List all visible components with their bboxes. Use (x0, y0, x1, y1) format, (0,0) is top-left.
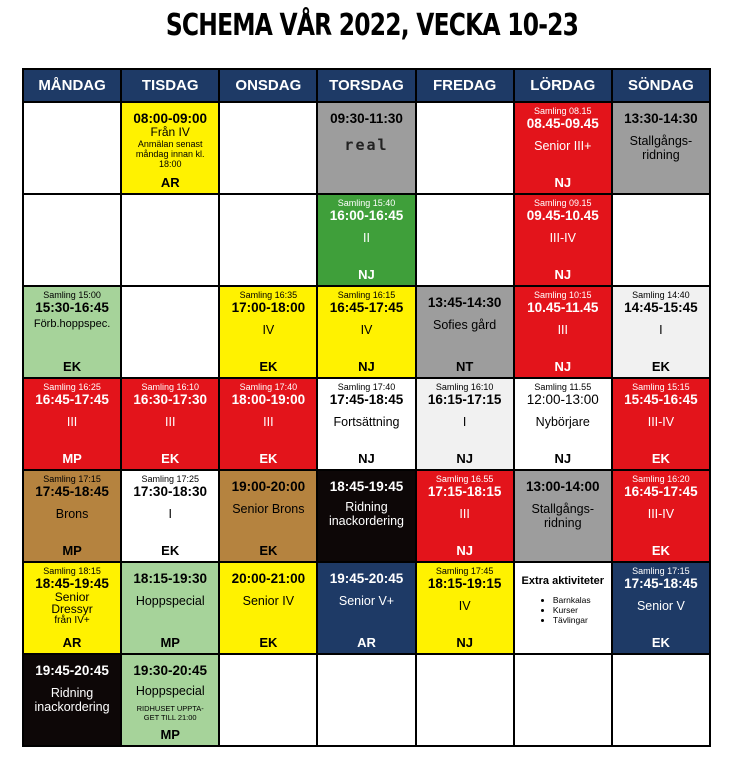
gathering-time: Samling 17:45 (435, 566, 494, 576)
lesson-time: 18:00-19:00 (231, 392, 306, 407)
empty-slot (416, 654, 514, 746)
lesson-desc: III (66, 415, 78, 429)
lesson-slot (23, 286, 121, 378)
lesson-desc: IV (360, 323, 373, 337)
lesson-slot (612, 562, 710, 654)
lesson-slot (416, 378, 514, 470)
lesson-desc: I (659, 323, 663, 337)
lesson-slot (219, 562, 317, 654)
gathering-time: Samling 16:10 (435, 382, 494, 392)
lesson-slot (416, 562, 514, 654)
gathering-time: Samling 17:15 (43, 474, 101, 484)
lesson-slot (317, 562, 415, 654)
lesson-desc: Sofies gård (433, 318, 497, 332)
lesson-time: 18:45-19:45 (329, 479, 404, 494)
lesson-desc: Ridning inackordering (34, 686, 110, 714)
lesson-desc: III-IV (549, 231, 576, 245)
lesson-time: 18:15-19:15 (427, 576, 502, 591)
lesson-slot (514, 194, 612, 286)
page-title: SCHEMA VÅR 2022, VECKA 10-23 (165, 8, 579, 43)
lesson-time: 16:30-17:30 (133, 392, 207, 407)
empty-slot (416, 194, 514, 286)
schedule-row (23, 470, 710, 562)
lesson-slot (416, 470, 514, 562)
gathering-time: Samling 09.15 (534, 198, 592, 208)
lesson-desc: Från IV (150, 125, 190, 139)
instructor: NJ (554, 451, 572, 466)
gathering-time: Samling 17:15 (632, 566, 690, 576)
lesson-desc: III-IV (647, 415, 675, 429)
empty-slot (219, 102, 317, 194)
instructor: MP (62, 451, 82, 466)
instructor: MP (160, 635, 180, 650)
lesson-desc: Brons (55, 507, 89, 521)
lesson-note: RIDHUSET UPPTA- GET TILL 21:00 (136, 704, 204, 722)
lesson-time: 08:00-09:00 (133, 111, 207, 126)
lesson-time: 14:45-15:45 (624, 300, 698, 315)
lesson-time: 15:45-16:45 (624, 392, 698, 407)
lesson-time: 18:45-19:45 (35, 576, 109, 591)
lesson-slot (514, 102, 612, 194)
lesson-desc: Senior III+ (534, 139, 592, 153)
lesson-time: 16:15-17:15 (427, 392, 502, 407)
gathering-time: Samling 14:40 (632, 290, 690, 300)
lesson-desc: Senior Dressyr (51, 590, 93, 616)
empty-slot (23, 194, 121, 286)
lesson-time: 09:30-11:30 (330, 111, 403, 126)
day-monday: MÅNDAG (23, 69, 121, 102)
lesson-slot (23, 562, 121, 654)
instructor: AR (62, 635, 82, 650)
lesson-time: 19:45-20:45 (35, 663, 109, 678)
day-header-row (23, 69, 710, 102)
lesson-slot (121, 562, 219, 654)
day-tuesday: TISDAG (121, 69, 219, 102)
lesson-slot (317, 286, 415, 378)
empty-slot (612, 194, 710, 286)
lesson-time: 16:00-16:45 (329, 208, 404, 223)
lesson-time: 17:15-18:15 (427, 484, 502, 499)
lesson-desc: Senior Brons (232, 502, 305, 516)
instructor: EK (259, 543, 278, 558)
lesson-slot (317, 378, 415, 470)
lesson-slot (416, 286, 514, 378)
lesson-desc: Senior V (636, 599, 685, 613)
empty-slot (121, 194, 219, 286)
instructor: EK (161, 543, 180, 558)
lesson-desc: Fortsättning (333, 415, 400, 429)
lesson-slot (514, 286, 612, 378)
empty-slot (219, 194, 317, 286)
lesson-time: 18:15-19:30 (133, 571, 207, 586)
instructor: NJ (554, 267, 572, 282)
gathering-time: Samling 17:40 (337, 382, 396, 392)
lesson-desc: Stallgångs-ridning (629, 134, 693, 162)
lesson-time: 19:30-20:45 (133, 663, 207, 678)
schedule-row (23, 286, 710, 378)
list-item: • Tävlingar (553, 615, 591, 625)
lesson-time: 17:00-18:00 (231, 300, 306, 315)
lesson-desc: III (165, 415, 176, 429)
instructor: EK (651, 543, 670, 558)
instructor: NJ (358, 451, 375, 466)
lesson-time: 17:45-18:45 (329, 392, 404, 407)
day-saturday: LÖRDAG (514, 69, 612, 102)
lesson-time: 16:45-17:45 (35, 392, 109, 407)
lesson-desc: I (168, 507, 172, 521)
extra-activities-slot (514, 562, 612, 654)
lesson-desc: III (459, 507, 470, 521)
lesson-slot (514, 470, 612, 562)
instructor: EK (161, 451, 180, 466)
lesson-time: 17:45-18:45 (35, 484, 109, 499)
empty-slot (416, 102, 514, 194)
schedule-table (22, 68, 711, 747)
lesson-desc: III (263, 415, 274, 429)
gathering-time: Samling 15:15 (632, 382, 690, 392)
lesson-slot (317, 102, 415, 194)
gathering-time: Samling 16:35 (239, 290, 298, 300)
lesson-time: 20:00-21:00 (231, 571, 306, 586)
lesson-slot (23, 378, 121, 470)
lesson-slot (219, 286, 317, 378)
gathering-time: Samling 16:20 (632, 474, 690, 484)
instructor: AR (160, 175, 180, 190)
instructor: NJ (554, 359, 572, 374)
day-sunday: SÖNDAG (612, 69, 710, 102)
lesson-slot (317, 194, 415, 286)
real-logo: real (344, 136, 389, 154)
lesson-slot (612, 286, 710, 378)
instructor: NT (455, 359, 474, 374)
gathering-time: Samling 16.55 (435, 474, 494, 484)
lesson-slot (612, 102, 710, 194)
lesson-time: 08.45-09.45 (526, 116, 599, 131)
gathering-time: Samling 16:10 (141, 382, 199, 392)
lesson-time: 17:45-18:45 (624, 576, 698, 591)
lesson-desc: IV (458, 599, 471, 613)
lesson-slot (612, 378, 710, 470)
schedule-row (23, 562, 710, 654)
lesson-slot (219, 470, 317, 562)
lesson-note: Anmälan senast måndag innan kl. 18:00 (135, 139, 205, 169)
lesson-slot (23, 470, 121, 562)
gathering-time: Samling 10:15 (534, 290, 592, 300)
gathering-time: Samling 16:25 (43, 382, 101, 392)
lesson-desc: IV (262, 323, 275, 337)
gathering-time: Samling 18:15 (43, 566, 101, 576)
gathering-time: Samling 11.55 (534, 382, 592, 392)
lesson-time: 12:00-13:00 (526, 392, 599, 407)
lesson-slot (121, 470, 219, 562)
lesson-desc: Stallgångs-ridning (531, 502, 595, 530)
lesson-slot (23, 654, 121, 746)
day-wednesday: ONSDAG (219, 69, 317, 102)
gathering-time: Samling 15:00 (43, 290, 101, 300)
empty-slot (514, 654, 612, 746)
lesson-time: 09.45-10.45 (526, 208, 599, 223)
lesson-slot (514, 378, 612, 470)
lesson-time: 17:30-18:30 (133, 484, 207, 499)
instructor: NJ (456, 451, 473, 466)
schedule-row (23, 194, 710, 286)
schedule-row (23, 378, 710, 470)
lesson-time: 13:45-14:30 (427, 295, 502, 310)
instructor: NJ (358, 267, 375, 282)
lesson-slot (121, 654, 219, 746)
empty-slot (23, 102, 121, 194)
day-friday: FREDAG (416, 69, 514, 102)
instructor: EK (259, 451, 278, 466)
instructor: EK (259, 359, 278, 374)
gathering-time: Samling 08.15 (534, 106, 592, 116)
lesson-desc: III (557, 323, 568, 337)
list-item: • Barnkalas (553, 595, 591, 605)
gathering-time: Samling 17:25 (141, 474, 199, 484)
instructor: EK (63, 359, 82, 374)
lesson-slot (612, 470, 710, 562)
list-item: • Kurser (553, 605, 591, 615)
lesson-time: 16:45-17:45 (329, 300, 404, 315)
lesson-desc: Hoppspecial (135, 594, 205, 608)
lesson-desc: Förb.hoppspec. (33, 318, 111, 330)
lesson-desc: Hoppspecial (135, 684, 205, 698)
lesson-slot (317, 470, 415, 562)
instructor: EK (651, 635, 670, 650)
instructor: EK (259, 635, 278, 650)
lesson-desc2: från IV+ (54, 615, 90, 626)
gathering-time: Samling 17:40 (239, 382, 298, 392)
gathering-time: Samling 16:15 (337, 290, 396, 300)
lesson-time: 19:45-20:45 (329, 571, 404, 586)
instructor: NJ (456, 635, 473, 650)
extra-activities-list (535, 595, 591, 625)
lesson-desc: Senior IV (242, 594, 295, 608)
empty-slot (121, 286, 219, 378)
instructor: EK (651, 451, 670, 466)
lesson-desc: III-IV (647, 507, 675, 521)
lesson-time: 13:00-14:00 (525, 479, 600, 494)
lesson-time: 13:30-14:30 (624, 111, 698, 126)
instructor: NJ (554, 175, 572, 190)
lesson-time: 19:00-20:00 (231, 479, 306, 494)
lesson-desc: Ridning inackordering (328, 500, 404, 528)
empty-slot (317, 654, 415, 746)
instructor: AR (357, 635, 376, 650)
lesson-time: 16:45-17:45 (624, 484, 698, 499)
empty-slot (612, 654, 710, 746)
empty-slot (219, 654, 317, 746)
lesson-desc: II (363, 231, 370, 245)
instructor: MP (160, 727, 180, 742)
lesson-desc: I (462, 415, 467, 429)
lesson-slot (219, 378, 317, 470)
lesson-time: 10.45-11.45 (527, 300, 599, 315)
lesson-desc: Senior V+ (338, 594, 395, 608)
lesson-slot (121, 102, 219, 194)
instructor: MP (62, 543, 82, 558)
schedule-row (23, 654, 710, 746)
day-thursday: TORSDAG (317, 69, 415, 102)
gathering-time: Samling 15:40 (337, 198, 396, 208)
lesson-slot (121, 378, 219, 470)
lesson-desc: Nybörjare (535, 415, 590, 429)
instructor: NJ (456, 543, 473, 558)
instructor: EK (651, 359, 670, 374)
lesson-time: 15:30-16:45 (35, 300, 109, 315)
instructor: NJ (358, 359, 375, 374)
schedule-row (23, 102, 710, 194)
extra-activities-heading: Extra aktiviteter (521, 575, 605, 587)
